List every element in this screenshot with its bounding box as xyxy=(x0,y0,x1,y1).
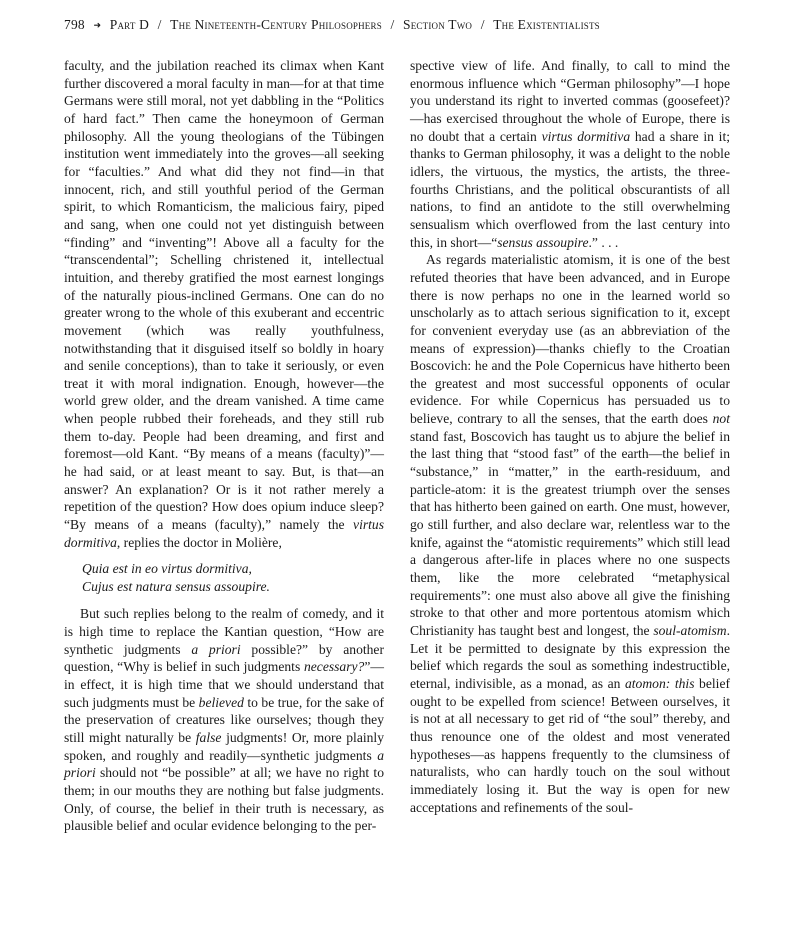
part-label: Part D xyxy=(109,17,150,32)
text-run: ”—in effect, it is high time that we should understand that such judgments must be xyxy=(64,659,384,710)
paragraph xyxy=(64,605,384,835)
emphasis: believed xyxy=(198,694,244,710)
text-run: judgments! Or, more plainly spoken, and roughly and readily—synthetic judgments xyxy=(64,729,384,763)
verse-line: Cujus est natura sensus assoupire. xyxy=(82,578,270,594)
paragraph xyxy=(64,57,384,551)
emphasis: a priori xyxy=(191,641,241,657)
text-run: , replies the doctor in Molière, xyxy=(116,534,282,550)
header-separator: / xyxy=(157,17,162,32)
text-run: spective view of life. And finally, to call to mind the enormous influence which “German philosophy”—I hope you understand its right to inverted commas (goosefeet)?—has exercised throughout the whole of Europe, there is no doubt that a certain xyxy=(410,58,730,144)
paragraph xyxy=(410,57,730,251)
emphasis: sensus assoupire xyxy=(497,234,589,250)
text-run: stand fast, Boscovich has taught us to abjure the belief in the last thing that “stood fast” of the earth—the belief in “substance,” in “matter,” in the earth-residuum, and particle-atom: it is the greatest triumph over the senses that has hitherto been gained on earth. One must, however, go still further, and also declare war, relentless war to the knife, against the “atomistic requirements” which still lead a dangerous after-life in places where no one suspects them, like the more celebrated “metaphysical requirements”: one must also above all give the finishing stroke to that other and more portentous atomism which Christianity has taught best and longest, the xyxy=(410,428,730,638)
text-run: .” . . . xyxy=(588,234,619,250)
section-label: Section Two xyxy=(403,17,473,32)
emphasis: not xyxy=(712,411,730,427)
right-column xyxy=(410,57,730,816)
text-run: belief ought to be expelled from science! Between ourselves, it is not at all necessary to get rid of “the soul” thereby, and thus renounce one of the oldest and most venerated hypotheses—as happens frequently to the clumsiness of naturalists, who can hardly touch on the soul without immediately losing it. But the way is open for new acceptations and refinements of the soul- xyxy=(410,675,731,815)
verse-quote xyxy=(82,560,384,595)
emphasis: virtus dormitiva xyxy=(541,128,631,144)
emphasis: soul-atomism xyxy=(653,623,727,638)
left-column xyxy=(64,57,384,835)
header-separator: / xyxy=(480,17,485,32)
emphasis: necessary? xyxy=(303,659,365,675)
text-run: As regards materialistic atomism, it is one of the best refuted theories that have been advanced, and in Europe there is now perhaps no one in the learned world so unscholarly as to attach serious signification to it, except for convenient everyday use (as an abbreviation of the means of expression)—thanks chiefly to the Croatian Boscovich: he and the Pole Copernicus have hitherto been the greatest and most successful opponents of ocular evidence. For while Copernicus has persuaded us to believe, contrary to all the senses, that the earth does xyxy=(410,252,730,427)
emphasis: a priori xyxy=(64,747,384,781)
text-run: to be true, for the sake of the preservation of creatures like ourselves; though they still might naturally be xyxy=(64,694,384,745)
text-run: But such replies belong to the realm of comedy, and it is high time to replace the Kantian question, “How are synthetic judgments xyxy=(64,606,384,657)
text-run: had a share in it; thanks to German philosophy, it was a delight to the noble idlers, the virtuous, the mystics, the artists, the three-fourths Christians, and the political obscurantists of all nations, to find an antidote to the still overwhelming sensualism which overflowed from the last century into this, in short—“ xyxy=(410,128,730,250)
text-run: faculty, and the jubilation reached its climax when Kant further discovered a moral faculty in man—for at that time Germans were still moral, not yet dabbling in the “Politics of hard fact.” Then came the honeymoon of German philosophy. All the young theologians of the Tübingen institution went immediately into the groves—all seeking for “faculties.” And what did they not find—in that innocent, rich, and still youthful period of the German spirit, to which Romanticism, the malicious fairy, piped and sang, when one could not yet distinguish between “finding” and “inventing”! Above all a faculty for the “transcendental”; Schelling christened it, intellectual intuition, and thereby gratified the most earnest longings of the naturally pious-inclined Germans. One can do no greater wrong to the whole of this exuberant and eccentric movement (which was really youthfulness, notwithstanding that it disguised itself so boldly in hoary and senile conceptions), than to take it seriously, or even treat it with moral indignation. Enough, however—the world grew older, and the dream vanished. A time came when people rubbed their foreheads, and they still rub them to-day. People had been dreaming, and first and foremost—old Kant. “By means of a means (faculty)”—he had said, or at least meant to say. But, is that—an answer? An explanation? Or is it not rather merely a repetition of the question? How does opium induce sleep? “By means of a means (faculty),” namely the xyxy=(64,58,384,533)
text-run: should not “be possible” at all; we have no right to them; in our mouths they are nothing but false judgments. Only, of course, the belief in their truth is necessary, as plausible belief and ocular evidence belonging to the per- xyxy=(64,765,384,834)
text-run: . Let it be permitted to designate by this expression the belief which regards the soul as something indestructible, eternal, indivisible, as a monad, as an xyxy=(410,623,730,691)
text-run: possible?” by another question, “Why is belief in such judgments xyxy=(64,641,384,675)
paragraph xyxy=(410,251,730,816)
verse-line: Quia est in eo virtus dormitiva, xyxy=(82,561,252,577)
running-head xyxy=(64,17,744,33)
arrow-right-icon: ➜ xyxy=(93,20,102,30)
section-title: The Existentialists xyxy=(493,17,600,32)
emphasis: false xyxy=(195,729,222,745)
page-number: 798 xyxy=(64,17,85,32)
emphasis: virtus dormitiva xyxy=(64,517,384,550)
header-separator: / xyxy=(390,17,395,32)
part-title: The Nineteenth-Century Philosophers xyxy=(170,17,382,32)
emphasis: atomon: this xyxy=(624,675,695,691)
